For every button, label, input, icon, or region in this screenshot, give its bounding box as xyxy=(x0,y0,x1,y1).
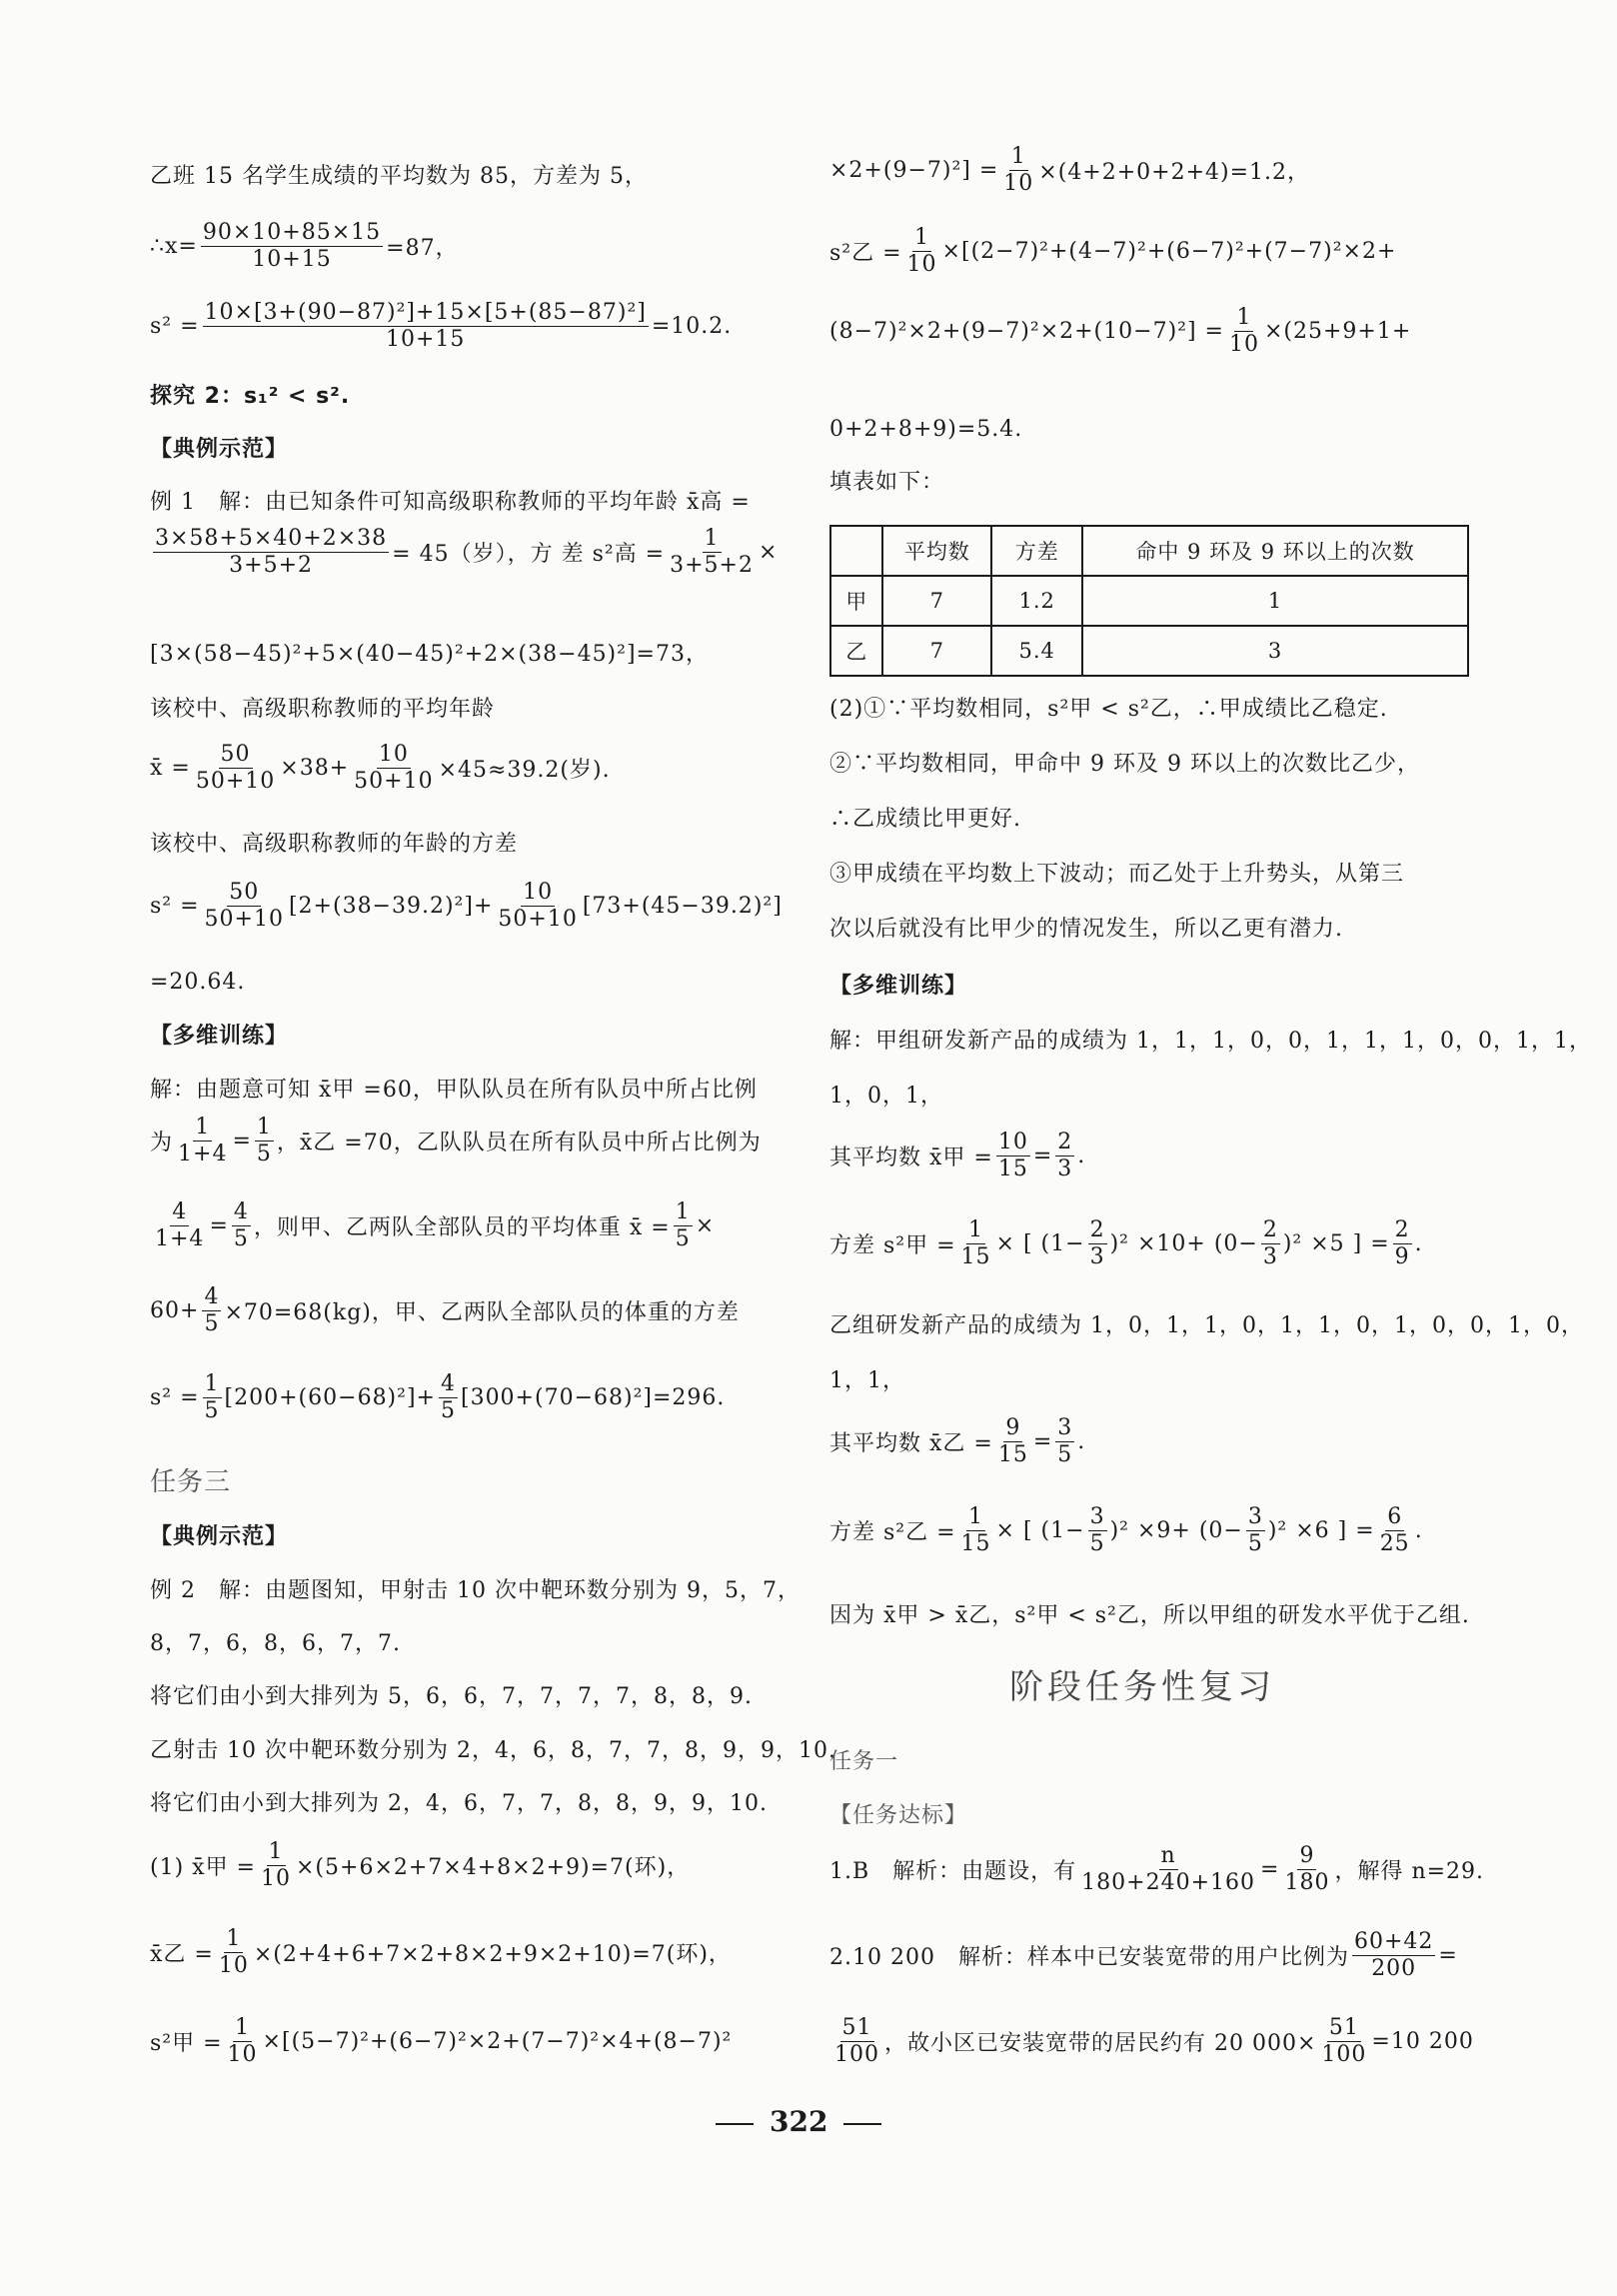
fraction: $\frac{1}{10}$ xyxy=(227,2015,258,2067)
page-number: 322 xyxy=(700,2105,897,2138)
fraction: $\frac{1}{10}$ xyxy=(906,225,937,277)
fraction: $\frac{1}{5}$ xyxy=(204,1371,220,1423)
dash-right xyxy=(843,2123,881,2125)
table-cell: 1 xyxy=(1082,576,1468,626)
text-line: 解：甲组研发新产品的成绩为 1，1，1，0，0，1，1，1，0，0，1，1， xyxy=(829,1029,1592,1054)
equation: (8−7)²×2+(9−7)²×2+(10−7)²] = $\frac{1}{10}$ ×(25+9+1+ xyxy=(829,305,1412,357)
section-heading: 【典例示范】 xyxy=(150,1524,289,1549)
equation: s²甲 = $\frac{1}{10}$ ×[(5−7)²+(6−7)²×2+(7−7)²×4+(8−7)² xyxy=(150,2015,733,2067)
results-table xyxy=(829,525,1469,677)
text-line: (2)①∵平均数相同，s²甲 < s²乙，∴甲成绩比乙稳定. xyxy=(829,697,1388,722)
text-line: 8，7，6，8，6，7，7. xyxy=(150,1631,401,1656)
fraction: $\frac{2}{3}$ xyxy=(1057,1130,1073,1181)
text-line: 解：由题意可知 x̄甲 =60，甲队队员在所有队员中所占比例 xyxy=(150,1078,758,1103)
equation: 其平均数 x̄甲 = $\frac{10}{15}$ = $\frac{2}{3}$ . xyxy=(829,1130,1086,1181)
table-cell: 乙 xyxy=(830,626,882,676)
task-heading: 任务一 xyxy=(829,1749,899,1774)
fraction: $\frac{9}{180}$ xyxy=(1284,1843,1330,1895)
equation: s²乙 = $\frac{1}{10}$ ×[(2−7)²+(4−7)²+(6−7)²+(7−7)²×2+ xyxy=(829,225,1397,277)
text-line: 例 2 解：由题图知，甲射击 10 次中靶环数分别为 9，5，7， xyxy=(150,1578,801,1603)
equation-variance: s² = $\frac{\text{10×[3+(90−87)²]+15×[5+(85−87)²]}}{10+15}$ =10.2. xyxy=(150,300,733,352)
section-heading: 【多维训练】 xyxy=(829,974,968,999)
text-line: 次以后就没有比甲少的情况发生，所以乙更有潜力. xyxy=(829,917,1343,942)
fraction: $\frac{1}{10}$ xyxy=(218,1926,249,1978)
fraction: $\frac{\text{10×[3+(90−87)²]+15×[5+(85−87)²]}}{10+15}$ xyxy=(204,300,647,352)
text-line: ∴乙成绩比甲更好. xyxy=(829,807,1021,832)
fraction: $\frac{60+42}{200}$ xyxy=(1353,1929,1434,1981)
fraction: $\frac{2}{3}$ xyxy=(1089,1217,1105,1269)
fraction: $\frac{4}{5}$ xyxy=(440,1371,456,1423)
text-line: 0+2+8+9)=5.4. xyxy=(829,417,1023,442)
fraction: $\frac{9}{15}$ xyxy=(997,1415,1028,1467)
text-line: [3×(58−45)²+5×(40−45)²+2×(38−45)²]=73， xyxy=(150,642,709,667)
fraction: $\frac{1}{1+4}$ xyxy=(178,1115,228,1166)
table-cell: 7 xyxy=(882,626,991,676)
table-header xyxy=(830,526,882,576)
fraction: $\frac{50}{50+10}$ xyxy=(204,880,284,932)
fraction: $\frac{50}{50+10}$ xyxy=(195,742,276,794)
equation: $\frac{3\times 58+5\times 40+2\times 38}{3+5+2}$ = 45（岁），方 差 s²高 = $\frac{1}{3+5+2}$ × xyxy=(155,526,779,578)
equation: 方差 s²乙 = $\frac{1}{15}$ × [ (1− $\frac{3}{5}$ )² ×9+ (0− $\frac{3}{5}$ )² ×6 ] = $\frac{6}{25}$ . xyxy=(829,1504,1423,1556)
table-header: 方差 xyxy=(991,526,1082,576)
fraction: $\frac{51}{100}$ xyxy=(834,2015,879,2067)
fraction: $\frac{1}{10}$ xyxy=(1228,305,1259,357)
fraction: $\frac{1}{5}$ xyxy=(256,1115,272,1166)
text-line: 乙组研发新产品的成绩为 1，0，1，1，0，1，1，0，1，0，0，1，0， xyxy=(829,1313,1584,1338)
fraction: $\frac{10}{50+10}$ xyxy=(498,880,578,932)
text-line: 因为 x̄甲 > x̄乙，s²甲 < s²乙，所以甲组的研发水平优于乙组. xyxy=(829,1603,1470,1628)
text-line: 1，1， xyxy=(829,1368,905,1393)
equation: $\frac{51}{100}$ ，故小区已安装宽带的居民约有 20 000× $\frac{51}{100}$ =10 200 xyxy=(834,2015,1474,2067)
fraction: $\frac{1}{15}$ xyxy=(960,1504,991,1556)
text-line: 1，0，1， xyxy=(829,1084,943,1109)
text-line: ②∵平均数相同，甲命中 9 环及 9 环以上的次数比乙少， xyxy=(829,752,1420,777)
table-cell: 1.2 xyxy=(991,576,1082,626)
fraction: $\frac{3}{5}$ xyxy=(1089,1504,1105,1556)
equation: $\frac{4}{1+4}$ = $\frac{4}{5}$ ，则甲、乙两队全部队员的平均体重 x̄ = $\frac{1}{5}$ × xyxy=(155,1199,716,1251)
table-cell: 甲 xyxy=(830,576,882,626)
fraction: $\frac{1}{10}$ xyxy=(261,1839,291,1891)
fraction: $\frac{n}{180+240+160}$ xyxy=(1081,1843,1256,1895)
section-heading: 【任务达标】 xyxy=(829,1803,968,1828)
text-line: 将它们由小到大排列为 2，4，6，7，7，8，8，9，9，10. xyxy=(150,1791,768,1816)
section-title: 阶段任务性复习 xyxy=(1009,1667,1275,1707)
section-heading: 【多维训练】 xyxy=(150,1024,289,1049)
fraction: $\frac{90\times 10+85\times 15}{10+15}$ xyxy=(202,220,382,272)
fraction: $\frac{3}{5}$ xyxy=(1057,1415,1073,1467)
equation: 2.10 200 解析：样本中已安装宽带的用户比例为 $\frac{60+42}{200}$ = xyxy=(829,1929,1458,1981)
task-heading: 任务三 xyxy=(150,1467,232,1497)
fraction: $\frac{4}{1+4}$ xyxy=(155,1199,205,1251)
table-row xyxy=(830,626,1468,676)
equation: s² = $\frac{50}{50+10}$ [2+(38−39.2)²]+ $\frac{10}{50+10}$ [73+(45−39.2)²] xyxy=(150,880,783,932)
equation: ×2+(9−7)²] = $\frac{1}{10}$ ×(4+2+0+2+4)=1.2， xyxy=(829,144,1311,196)
text-line: 乙班 15 名学生成绩的平均数为 85，方差为 5， xyxy=(150,164,648,189)
table-header: 平均数 xyxy=(882,526,991,576)
dash-left xyxy=(716,2123,754,2125)
fraction: $\frac{1}{3+5+2}$ xyxy=(670,526,754,578)
equation-mean: ∴ x = $\frac{90\times 10+85\times 15}{10+15}$ =87， xyxy=(150,220,459,272)
fraction: $\frac{2}{9}$ xyxy=(1394,1217,1410,1269)
fraction: $\frac{1}{10}$ xyxy=(1003,144,1034,196)
fraction: $\frac{1}{5}$ xyxy=(675,1199,691,1251)
fraction: $\frac{4}{5}$ xyxy=(204,1284,220,1336)
table-cell: 3 xyxy=(1082,626,1468,676)
fraction: $\frac{1}{15}$ xyxy=(960,1217,991,1269)
text-line: 探究 2：s₁² < s². xyxy=(150,384,351,409)
equation: 为 $\frac{1}{1+4}$ = $\frac{1}{5}$ ，x̄乙 =70，乙队队员在所有队员中所占比例为 xyxy=(150,1115,762,1166)
table-header: 命中 9 环及 9 环以上的次数 xyxy=(1082,526,1468,576)
equation: x̄乙 = $\frac{1}{10}$ ×(2+4+6+7×2+8×2+9×2+10)=7(环)， xyxy=(150,1926,732,1978)
equation: x̄ = $\frac{50}{50+10}$ ×38+ $\frac{10}{50+10}$ ×45≈39.2(岁). xyxy=(150,742,611,794)
equation: 其平均数 x̄乙 = $\frac{9}{15}$ = $\frac{3}{5}$ . xyxy=(829,1415,1086,1467)
fraction: $\frac{2}{3}$ xyxy=(1262,1217,1278,1269)
fraction: $\frac{51}{100}$ xyxy=(1321,2015,1367,2067)
text-line: 填表如下： xyxy=(829,470,945,495)
fraction: $\frac{3}{5}$ xyxy=(1247,1504,1263,1556)
text-line: 该校中、高级职称教师的平均年龄 xyxy=(150,697,496,722)
text-line: 乙射击 10 次中靶环数分别为 2，4，6，8，7，7，8，9，9，10. xyxy=(150,1738,836,1763)
fraction: $\frac{4}{5}$ xyxy=(233,1199,249,1251)
text-line: 该校中、高级职称教师的年龄的方差 xyxy=(150,832,519,857)
fraction: $\frac{10}{15}$ xyxy=(997,1130,1028,1181)
table-cell: 5.4 xyxy=(991,626,1082,676)
equation: (1) x̄甲 = $\frac{1}{10}$ ×(5+6×2+7×4+8×2+9)=7(环)， xyxy=(150,1839,691,1891)
equation: 60+ $\frac{4}{5}$ ×70=68(kg)，甲、乙两队全部队员的体重的方差 xyxy=(150,1284,740,1336)
text-line: 将它们由小到大排列为 5，6，6，7，7，7，7，8，8，9. xyxy=(150,1684,753,1709)
section-heading: 【典例示范】 xyxy=(150,437,289,462)
equation: 1.B 解析：由题设，有 $\frac{n}{180+240+160}$ = $\frac{9}{180}$ ，解得 n=29. xyxy=(829,1843,1485,1895)
equation: 方差 s²甲 = $\frac{1}{15}$ × [ (1− $\frac{2}{3}$ )² ×10+ (0− $\frac{2}{3}$ )² ×5 ] = $\frac{2}{9}$ . xyxy=(829,1217,1423,1269)
text-line: ③甲成绩在平均数上下波动；而乙处于上升势头，从第三 xyxy=(829,862,1405,887)
text-line: =20.64. xyxy=(150,970,246,995)
table-row xyxy=(830,576,1468,626)
fraction: $\frac{3\times 58+5\times 40+2\times 38}{3+5+2}$ xyxy=(155,526,388,578)
fraction: $\frac{10}{50+10}$ xyxy=(354,742,434,794)
equation: s² = $\frac{1}{5}$ [200+(60−68)²]+ $\frac{4}{5}$ [300+(70−68)²]=296. xyxy=(150,1371,726,1423)
fraction: $\frac{6}{25}$ xyxy=(1379,1504,1410,1556)
table-cell: 7 xyxy=(882,576,991,626)
text-line: 例 1 解：由已知条件可知高级职称教师的平均年龄 x̄高 = xyxy=(150,490,751,515)
table-header-row xyxy=(830,526,1468,576)
